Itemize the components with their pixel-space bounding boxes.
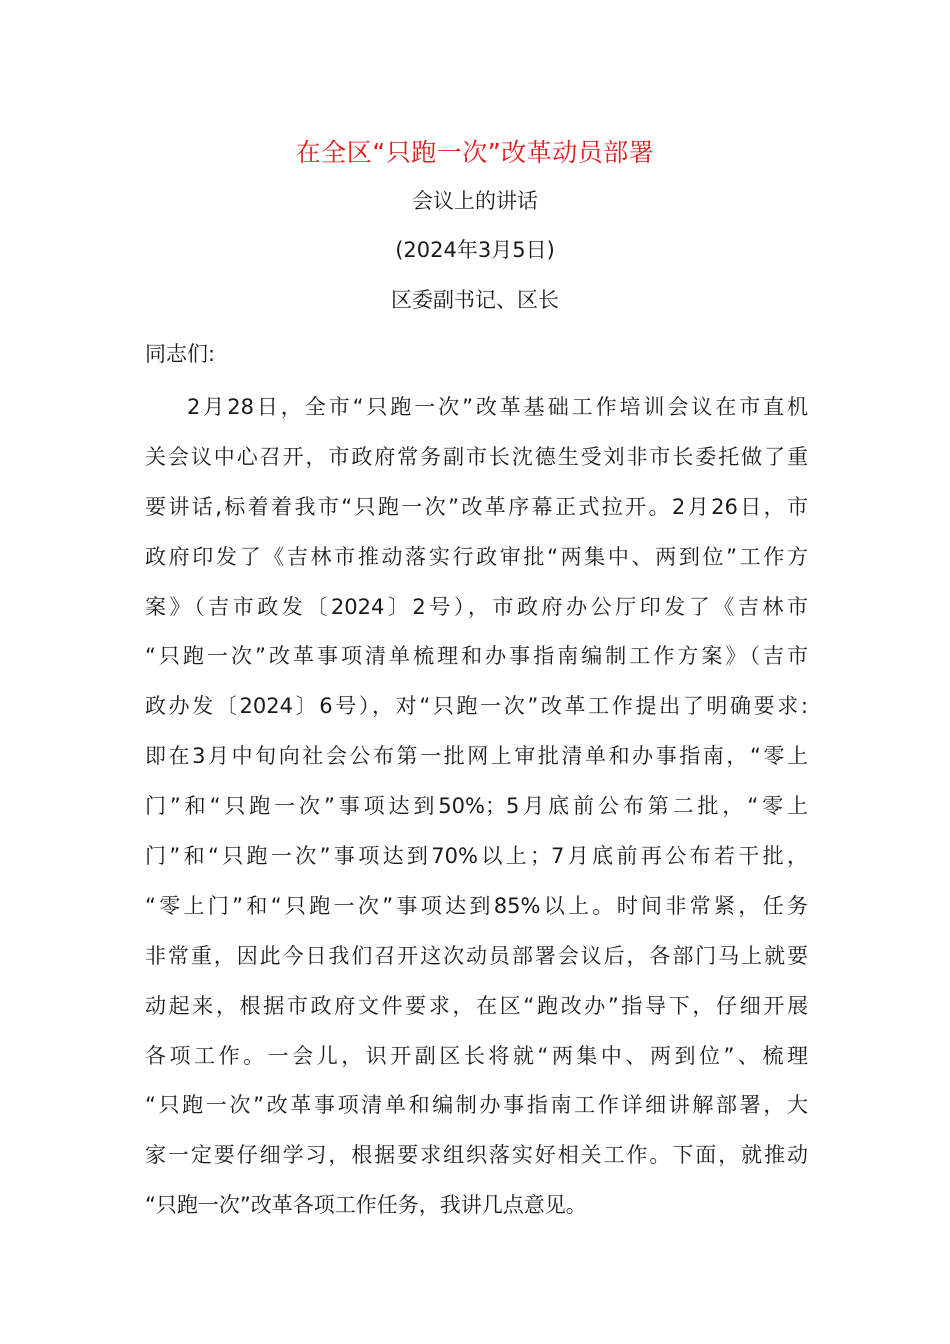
paragraph-line: 政府印发了《吉林市推动落实行政审批“两集中、两到位”工作方 <box>145 544 808 569</box>
paragraph-line: 要讲话,标着着我市“只跑一次”改革序幕正式拉开。2月26日，市 <box>145 494 808 519</box>
document-title: 在全区“只跑一次”改革动员部署 <box>295 138 655 167</box>
paragraph-line: 案》（吉市政发〔2024〕2号），市政府办公厅印发了《吉林市 <box>145 594 808 619</box>
paragraph-line: “零上门”和“只跑一次”事项达到85%以上。时间非常紧，任务 <box>145 893 808 918</box>
paragraph-line: 即在3月中旬向社会公布第一批网上审批清单和办事指南，“零上 <box>145 744 808 769</box>
paragraph-line: 门”和“只跑一次”事项达到50%；5月底前公布第二批，“零上 <box>145 794 808 819</box>
subtitle-date: (2024年3月5日) <box>395 238 555 262</box>
paragraph-line: 家一定要仔细学习，根据要求组织落实好相关工作。下面，就推动 <box>145 1143 808 1168</box>
paragraph-line: 政办发〔2024〕6号），对“只跑一次”改革工作提出了明确要求: <box>145 694 808 719</box>
subtitle-occasion: 会议上的讲话 <box>412 189 538 213</box>
paragraph-line: 非常重，因此今日我们召开这次动员部署会议后，各部门马上就要 <box>145 943 808 968</box>
body-paragraph <box>145 383 808 1231</box>
paragraph-line: 关会议中心召开，市政府常务副市长沈德生受刘非市长委托做了重 <box>145 444 808 469</box>
paragraph-line: “只跑一次”改革事项清单和编制办事指南工作详细讲解部署，大 <box>145 1093 808 1118</box>
paragraph-line: “只跑一次”改革事项清单梳理和办事指南编制工作方案》（吉市 <box>145 644 808 669</box>
paragraph-line: 动起来，根据市政府文件要求，在区“跑改办”指导下，仔细开展 <box>145 993 808 1018</box>
subtitle-speaker: 区委副书记、区长 <box>391 288 559 312</box>
paragraph-line: 门”和“只跑一次”事项达到70%以上；7月底前再公布若干批， <box>145 844 808 869</box>
salutation: 同志们: <box>145 342 216 366</box>
paragraph-line: 2月28日，全市“只跑一次”改革基础工作培训会议在市直机 <box>187 395 808 419</box>
paragraph-line: “只跑一次”改革各项工作任务，我讲几点意见。 <box>145 1193 587 1218</box>
paragraph-line: 各项工作。一会儿，识开副区长将就“两集中、两到位”、梳理 <box>145 1043 808 1068</box>
